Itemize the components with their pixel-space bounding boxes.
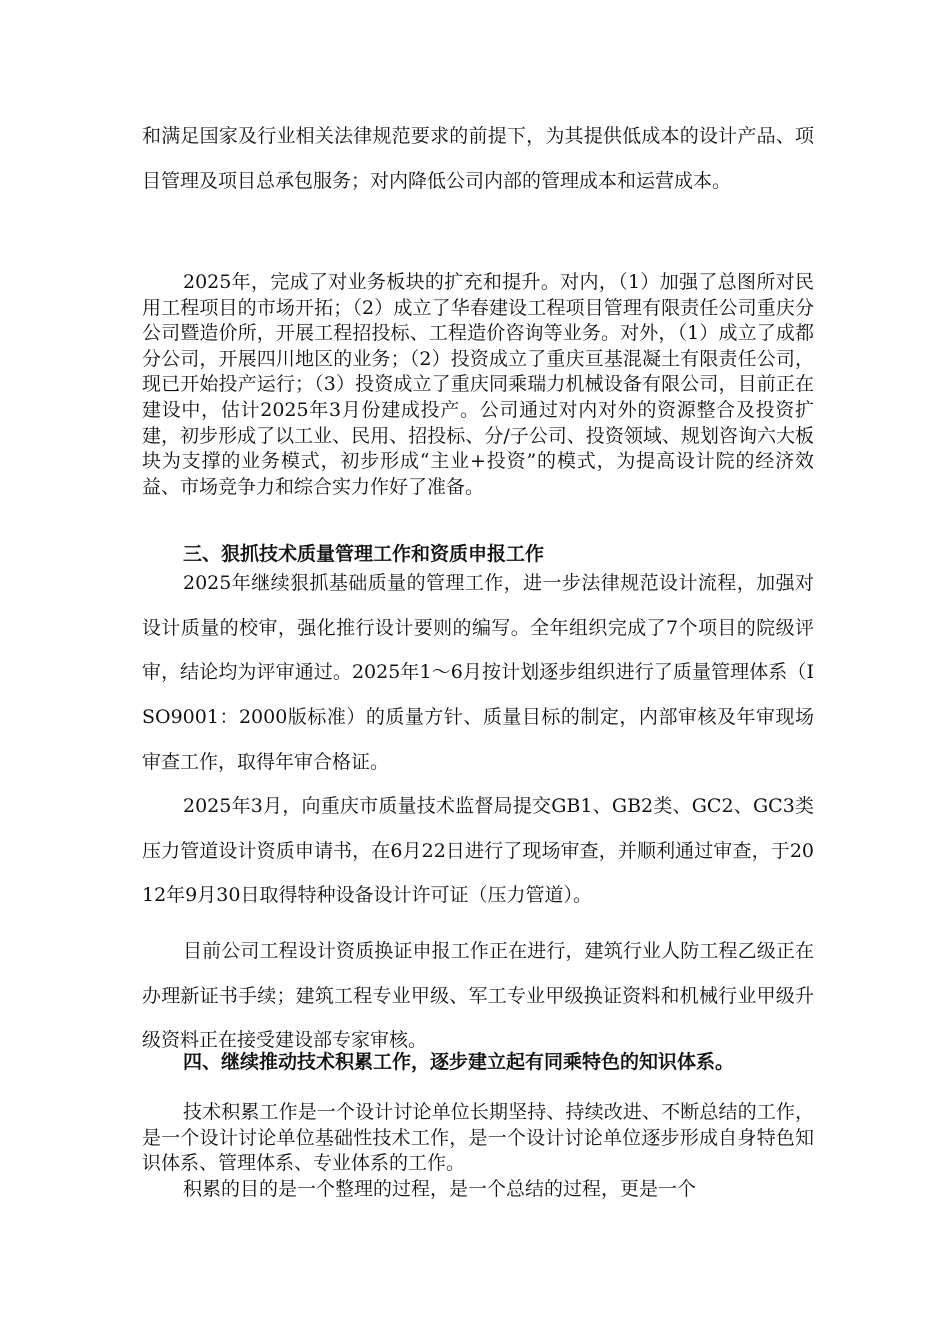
paragraph-continuation: 和满足国家及行业相关法律规范要求的前提下，为其提供低成本的设计产品、项目管理及项目总承包服务；对内降低公司内部的管理成本和运营成本。 [142,125,814,192]
section-heading-three: 三、狠抓技术质量管理工作和资质申报工作 [183,543,545,565]
paragraph-pressure-pipe-qualification: 2025年3月，向重庆市质量技术监督局提交GB1、GB2类、GC2、GC3类压力管道设计资质申请书，在6月22日进行了现场审查，并顺利通过审查，于2012年9月30日取得特种设备设计许可证（压力管道）。 [142,795,814,907]
paragraph-accumulation-purpose: 积累的目的是一个整理的过程，是一个总结的过程，更是一个 [183,1178,697,1200]
paragraph-quality-management: 2025年继续狠抓基础质量的管理工作，进一步法律规范设计流程，加强对设计质量的校审，强化推行设计要则的编写。全年组织完成了7个项目的院级评审，结论均为评审通过。2025年1～6月按计划逐步组织进行了质量管理体系（ISO9001：2000版标准）的质量方针、质量目标的制定，内部审核及年审现场审查工作，取得年审合格证。 [142,572,814,773]
paragraph-qualification-renewal: 目前公司工程设计资质换证申报工作正在进行，建筑行业人防工程乙级正在办理新证书手续；建筑工程专业甲级、军工专业甲级换证资料和机械行业甲级升级资料正在接受建设部专家审核。 [142,940,814,1052]
paragraph-business-expansion: 2025年，完成了对业务板块的扩充和提升。对内，（1）加强了总图所对民用工程项目的市场开拓；（2）成立了华春建设工程项目管理有限责任公司重庆分公司暨造价所，开展工程招投标、工程造价咨询等业务。对外，（1）成立了成都分公司，开展四川地区的业务；（2）投资成立了重庆亘基混凝土有限责任公司，现已开始投产运行；（3）投资成立了重庆同乘瑞力机械设备有限公司，目前正在建设中，估计2025年3月份建成投产。公司通过对内对外的资源整合及投资扩建，初步形成了以工业、民用、招投标、分/子公司、投资领域、规划咨询六大板块为支撑的业务模式，初步形成“主业+投资”的模式，为提高设计院的经济效益、市场竞争力和综合实力作好了准备。 [142,271,814,498]
section-heading-four: 四、继续推动技术积累工作，逐步建立起有同乘特色的知识体系。 [183,1051,735,1073]
paragraph-technical-accumulation: 技术积累工作是一个设计讨论单位长期坚持、持续改进、不断总结的工作，是一个设计讨论单位基础性技术工作，是一个设计讨论单位逐步形成自身特色知识体系、管理体系、专业体系的工作。 [142,1101,814,1175]
